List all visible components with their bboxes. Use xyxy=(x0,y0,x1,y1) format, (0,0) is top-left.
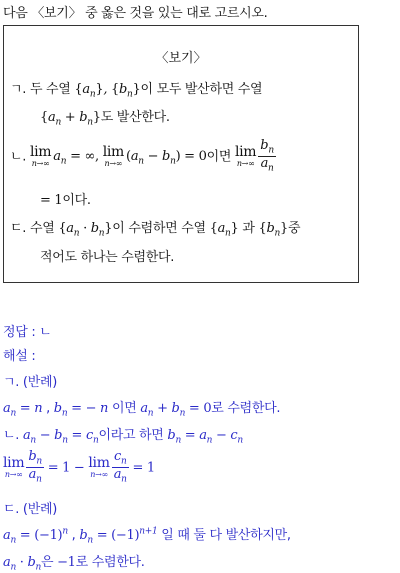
bogi-label-d: ㄷ. xyxy=(10,221,27,236)
answer-value: ㄴ xyxy=(39,325,52,340)
fraction-bn-an: $\frac{b_n}{a_n}$ xyxy=(260,138,274,175)
lim-symbol: lim n→∞ xyxy=(102,144,125,169)
bogi-box xyxy=(3,25,359,283)
sol-d-end: $a_n \cdot b_n$은 −1로 수렴한다. xyxy=(3,555,145,573)
lim-symbol: lim n→∞ xyxy=(88,455,110,480)
sol-d-head: ㄷ. (반례) xyxy=(3,502,57,517)
bogi-item-d-line1: ㄷ. 수열 $\{a_n \cdot b_n\}$이 수렴하면 수열 $\{a_n\}$ 과 $\{b_n\}$중 xyxy=(10,221,301,239)
bogi-g-math-b: $\{a_n + b_n\}$ xyxy=(40,110,101,128)
sol-d-mid: 일 때 둘 다 발산하지만, xyxy=(161,528,291,543)
question-text: 다음 〈보기〉 중 옳은 것을 있는 대로 고르시오. xyxy=(3,6,268,21)
bogi-title: 〈보기〉 xyxy=(155,51,207,66)
answer-label: 정답 : xyxy=(3,325,36,340)
sol-g-body: $a_n = n$ , $b_n$ = − n 이면 $a_n + b_n = 0$로 수렴한다. xyxy=(3,401,281,419)
bogi-n-text-a: 이면 xyxy=(206,149,232,165)
sol-g-mid: 이면 xyxy=(111,401,137,416)
bogi-g-text-a: 두 수열 xyxy=(29,82,71,97)
bogi-item-n-line1: ㄴ. lim n→∞ $a_n$ = ∞, lim n→∞ $(a_n - b_n) = 0$이면 lim n→∞ $\frac{b_n}{a_n}$ xyxy=(10,138,274,175)
sol-g-head: ㄱ. (반례) xyxy=(3,375,57,390)
bogi-label-n: ㄴ. xyxy=(10,149,27,165)
bogi-item-g-line2 xyxy=(40,106,170,128)
sol-d-body: $a_n = (-1)^n$ , $b_n = (-1)^{n+1}$ 일 때 둘 다 발산하지만, xyxy=(3,526,291,546)
sol-n-mid: 이라고 하면 xyxy=(98,428,164,443)
sol-n-head: ㄴ. xyxy=(3,428,20,443)
bogi-item-g-line1 xyxy=(10,78,262,100)
bogi-item-n-line2: = 1이다. xyxy=(40,193,91,208)
explain-label: 해설 : xyxy=(3,349,36,364)
sol-d-end1: 은 xyxy=(40,555,54,570)
bogi-g-text-c: 도 발산한다. xyxy=(100,110,170,125)
answer-line xyxy=(3,321,52,340)
bogi-d-text-d: 중 xyxy=(287,221,301,236)
lim-symbol: lim n→∞ xyxy=(3,455,25,480)
bogi-d-text-c: 과 xyxy=(242,221,255,236)
bogi-item-d-line2: 적어도 하나는 수렴한다. xyxy=(40,250,175,265)
sol-d-end2: 로 수렴한다. xyxy=(75,555,145,570)
bogi-d-text-a: 수열 xyxy=(29,221,55,236)
sol-n-limit: lim n→∞ $\frac{b_n}{a_n}$ = 1 − lim n→∞ $\frac{c_n}{a_n}$ = 1 xyxy=(3,449,155,486)
bogi-n-text-b: 이다. xyxy=(62,193,91,208)
sol-g-end: 로 수렴한다. xyxy=(211,401,281,416)
bogi-label-g: ㄱ. xyxy=(10,82,27,97)
lim-symbol: lim n→∞ xyxy=(234,144,257,169)
lim-symbol: lim n→∞ xyxy=(29,144,52,169)
bogi-g-text-b: 이 모두 발산하면 수열 xyxy=(140,82,263,97)
bogi-g-math-a: $\{a_n\}$, $\{b_n\}$ xyxy=(74,82,141,100)
sol-n-body: ㄴ. $a_n - b_n = c_n$이라고 하면 $b_n = a_n - c_n$ xyxy=(3,428,243,446)
bogi-d-text-b: 이 수렴하면 수열 xyxy=(112,221,206,236)
